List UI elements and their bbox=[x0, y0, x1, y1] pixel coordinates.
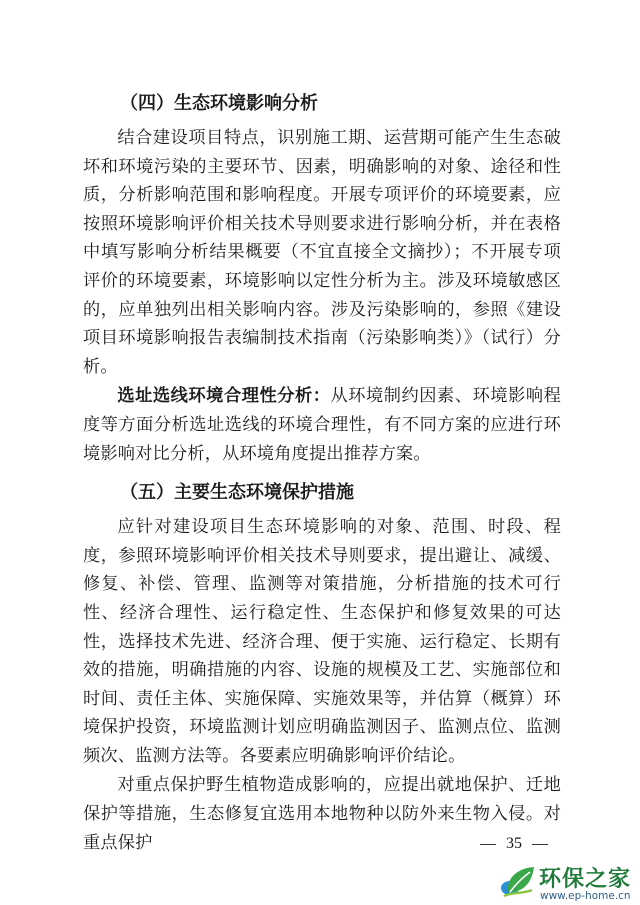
paragraph-site-selection bbox=[83, 382, 561, 468]
site-selection-label: 选址选线环境合理性分析： bbox=[117, 386, 331, 407]
page-number-dash-left bbox=[480, 844, 496, 845]
page-content bbox=[83, 85, 561, 857]
section-heading-ecological-impact-analysis: （四）生态环境影响分析 bbox=[120, 93, 318, 114]
page-number-dash-right bbox=[532, 844, 548, 845]
page-number bbox=[470, 835, 558, 853]
watermark-url: www.ep-home.cn bbox=[540, 890, 631, 902]
site-selection-text: 从环境制约因素、环境影响程度等方面分析选址选线的环境合理性，有不同方案的应进行环境影响对比分析，从环境角度提出推荐方案。 bbox=[83, 386, 561, 464]
watermark bbox=[498, 862, 640, 905]
paragraph-wild-plant-protection: 对重点保护野生植物造成影响的，应提出就地保护、迁地保护等措施，生态修复宜选用本地物种以防外来生物入侵。对重点保护 bbox=[83, 775, 561, 853]
paragraph-protection-measures: 应针对建设项目生态环境影响的对象、范围、时段、程度，参照环境影响评价相关技术导则要求，提出避让、减缓、修复、补偿、管理、监测等对策措施，分析措施的技术可行性、经济合理性、运行稳定性、生态保护和修复效果的可达性，选择技术先进、经济合理、便于实施、运行稳定、长期有效的措施，明确措施的内容、设施的规模及工艺、实施部位和时间、责任主体、实施保障、实施效果等，并估算（概算）环境保护投资，环境监测计划应明确监测因子、监测点位、监测频次、监测方法等。各要素应明确影响评价结论。 bbox=[83, 517, 561, 766]
watermark-title: 环保之家 bbox=[539, 867, 632, 892]
paragraph-impact-analysis: 结合建设项目特点，识别施工期、运营期可能产生生态破坏和环境污染的主要环节、因素，明确影响的对象、途径和性质，分析影响范围和影响程度。开展专项评价的环境要素，应按照环境影响评价相关技术导则要求进行影响分析，并在表格中填写影响分析结果概要（不宜直接全文摘抄）；不开展专项评价的环境要素，环境影响以定性分析为主。涉及环境敏感区的，应单独列出相关影响内容。涉及污染影响的，参照《建设项目环境影响报告表编制技术指南（污染影响类）》（试行）分析。 bbox=[83, 128, 561, 377]
section-heading-protection-measures: （五）主要生态环境保护措施 bbox=[120, 482, 354, 504]
leaf-logo-icon bbox=[498, 862, 538, 902]
page-number-value: 35 bbox=[506, 835, 522, 852]
